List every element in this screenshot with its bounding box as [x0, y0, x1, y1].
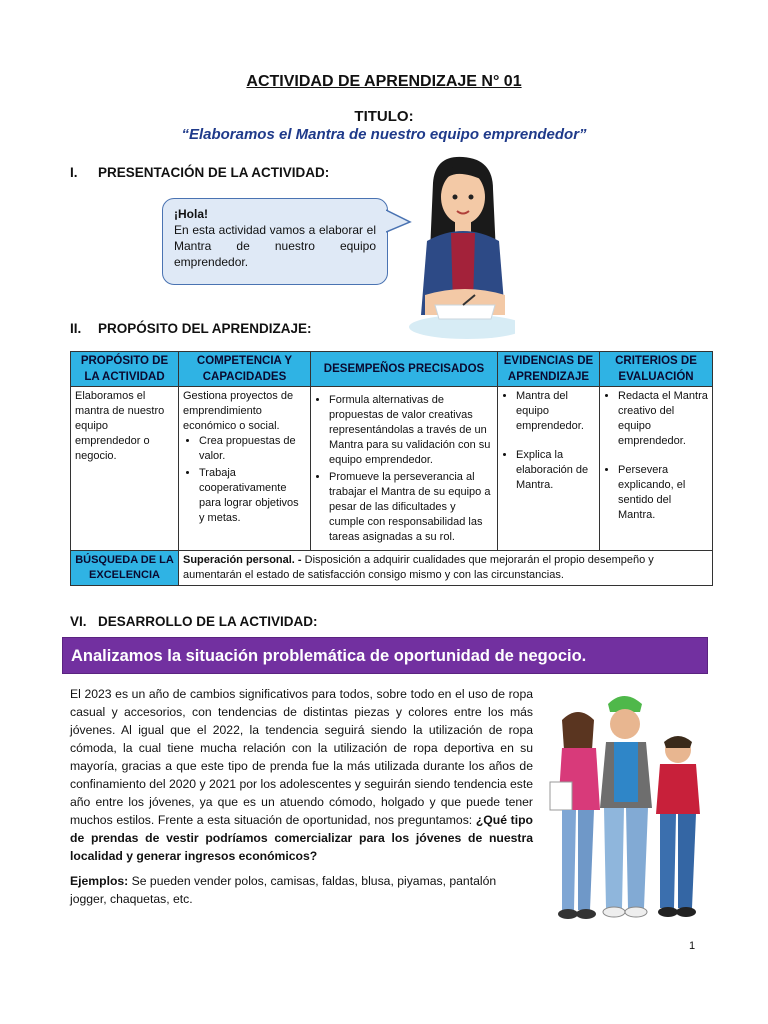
section-heading-desarrollo — [70, 614, 318, 629]
table-header-cell: CRITERIOS DE EVALUACIÓN — [600, 352, 713, 387]
learning-purpose-table — [70, 351, 713, 586]
section-title: PRESENTACIÓN DE LA ACTIVIDAD: — [98, 165, 330, 180]
list-item: • Persevera explicando, el sentido del Mantra. — [618, 463, 708, 523]
competencia-text: Gestiona proyectos de emprendimiento económico o social. — [183, 390, 294, 432]
list-item: • Formula alternativas de propuestas de valor creativas representándolas a través de un Mantra para su validación con su equipo emprendedor. — [329, 393, 493, 468]
desempenos-list — [315, 393, 493, 545]
teenagers-photo — [540, 690, 710, 925]
section-number: VI. — [70, 614, 87, 629]
busqueda-cell — [179, 551, 713, 586]
section-title: DESARROLLO DE LA ACTIVIDAD: — [98, 614, 318, 629]
criterios-list — [604, 389, 708, 523]
section-number: II. — [70, 321, 82, 336]
list-spacer — [618, 451, 708, 461]
examples-text: Se pueden vender polos, camisas, faldas, blusa, piyamas, pantalón jogger, chaquetas, etc. — [70, 874, 497, 906]
problem-situation-banner: Analizamos la situación problemática de oportunidad de negocio. — [62, 637, 708, 674]
guiding-question: ¿Qué tipo de prendas de vestir podríamos comercializar para los jóvenes de nuestra localidad y generar ingresos económicos? — [70, 813, 534, 863]
table-header-cell: PROPÓSITO DE LA ACTIVIDAD — [71, 352, 179, 387]
bubble-text: En esta actividad vamos a elaborar el Mantra de nuestro equipo emprendedor. — [174, 223, 376, 269]
section-heading-proposito — [70, 321, 312, 336]
table-header-row — [71, 352, 713, 387]
busqueda-text: Disposición a adquirir cualidades que mejorarán el propio desempeño y aumentarán el estado de satisfacción consigo mismo y con las circunstancias. — [183, 554, 654, 581]
document-title: ACTIVIDAD DE APRENDIZAJE N° 01 — [246, 73, 522, 90]
table-row-busqueda — [71, 551, 713, 586]
table-header-cell: EVIDENCIAS DE APRENDIZAJE — [498, 352, 600, 387]
section-title: PROPÓSITO DEL APRENDIZAJE: — [98, 321, 312, 336]
cell-competencia — [179, 387, 311, 551]
evidencias-list — [502, 389, 595, 493]
list-item: • Mantra del equipo emprendedor. — [516, 389, 595, 434]
examples-paragraph — [70, 872, 533, 908]
list-item: • Trabaja cooperativamente para lograr objetivos y metas. — [199, 466, 306, 526]
cell-proposito — [71, 387, 179, 551]
section-heading-presentacion — [70, 165, 329, 180]
list-spacer — [516, 436, 595, 446]
capacidades-list — [183, 434, 306, 526]
list-item: • Redacta el Mantra creativo del equipo emprendedor. — [618, 389, 708, 449]
table-row — [71, 387, 713, 551]
list-item: • Promueve la perseverancia al trabajar el Mantra de su equipo a pesar de las dificultades y cumple con responsabilidad las tareas asignadas a su rol. — [329, 470, 493, 545]
title-label: TITULO: — [354, 108, 414, 125]
paragraph-text: El 2023 es un año de cambios significativos para todos, sobre todo en el uso de ropa casual y accesorios, con tendencias de distintas piezas y colores entre los más jóvenes. Al igual que el 2022, la tendencia seguirá siendo la utilización de ropa cómoda, la cual tiene mucha relación con la utilización de ropa deportiva en su mayoría, gracias a que este tipo de prenda fue la más utilizada durante los años de confinamiento del 2020 y 2021 por los adolescentes y seguirán siendo tendencia este año entre los jóvenes, ya que es un atuendo cómodo, holgado y que puede tener muchos estilos. Frente a esta situación de oportunidad, nos preguntamos: — [70, 687, 533, 827]
busqueda-label: BÚSQUEDA DE LA EXCELENCIA — [71, 551, 179, 586]
cell-evidencias — [498, 387, 600, 551]
cell-desempenos — [311, 387, 498, 551]
table-header-cell: COMPETENCIA Y CAPACIDADES — [179, 352, 311, 387]
list-item: • Explica la elaboración de Mantra. — [516, 448, 595, 493]
situation-paragraph — [70, 685, 533, 865]
bubble-greeting: ¡Hola! — [174, 207, 208, 221]
examples-label: Ejemplos: — [70, 874, 129, 888]
proposito-text: Elaboramos el mantra de nuestro equipo emprendedor o negocio. — [75, 390, 165, 462]
table-header-cell: DESEMPEÑOS PRECISADOS — [311, 352, 498, 387]
speech-bubble — [162, 198, 388, 285]
page-number: 1 — [689, 940, 696, 952]
section-number: I. — [70, 165, 78, 180]
cell-criterios — [600, 387, 713, 551]
student-girl-illustration — [405, 155, 515, 340]
activity-title: “Elaboramos el Mantra de nuestro equipo emprendedor” — [181, 126, 587, 143]
list-item: • Crea propuestas de valor. — [199, 434, 306, 464]
busqueda-bold: Superación personal. - — [183, 554, 302, 566]
